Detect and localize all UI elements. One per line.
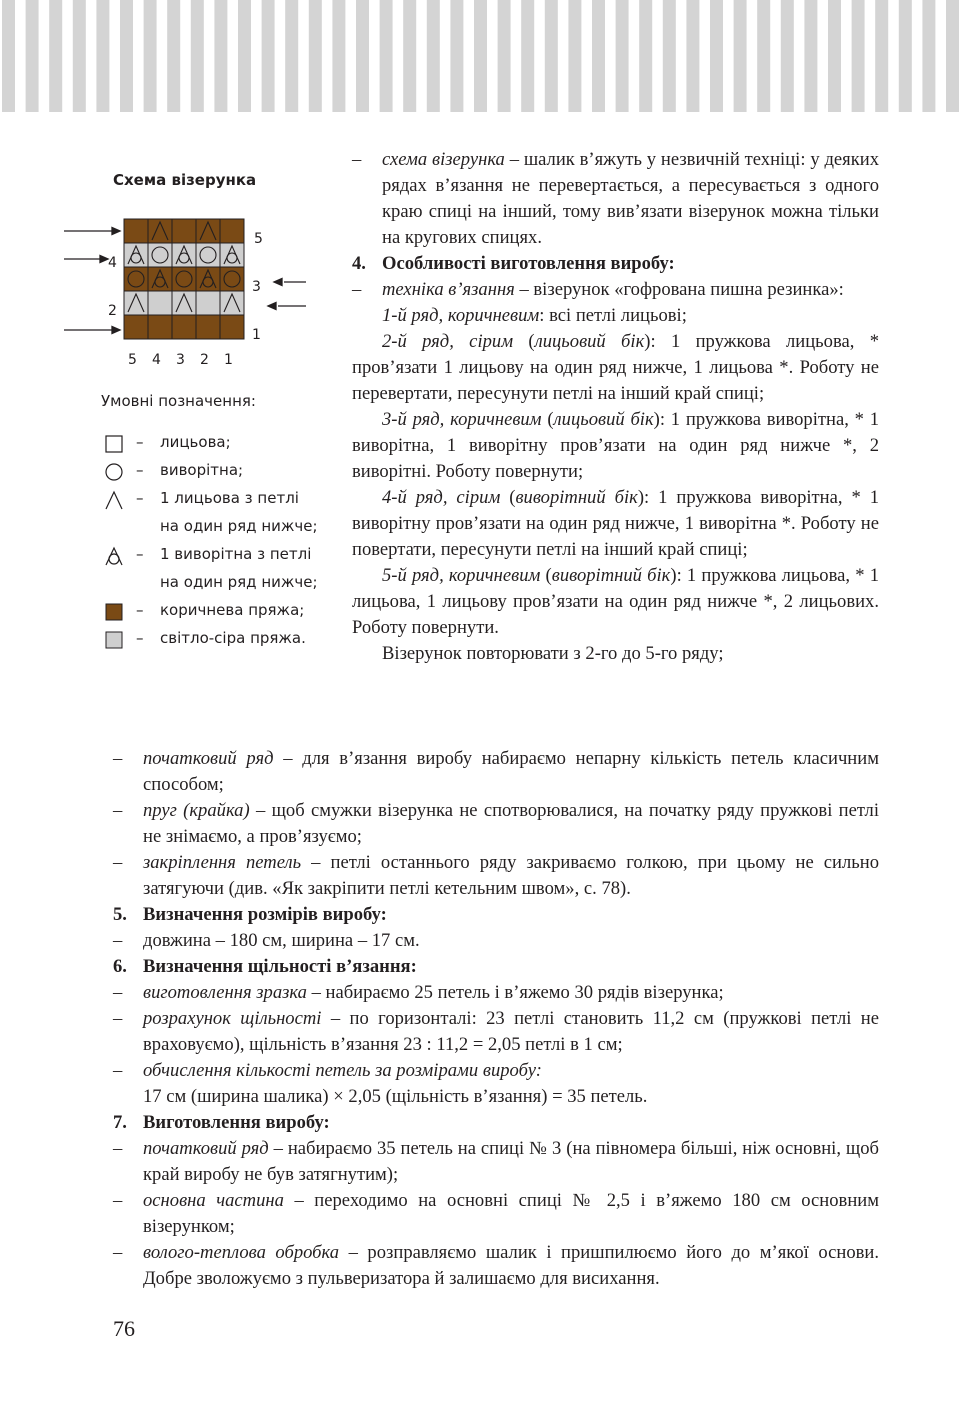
chart-grid — [124, 219, 244, 339]
header-stripe — [191, 0, 204, 112]
circle-icon — [104, 462, 124, 482]
col-label-4: 4 — [152, 352, 161, 368]
header-stripe — [262, 0, 275, 112]
header-stripe — [380, 0, 393, 112]
chart-cell — [196, 315, 220, 339]
chart-cell — [172, 219, 196, 243]
square-icon — [104, 434, 124, 454]
header-stripe — [616, 0, 629, 112]
header-stripe — [875, 0, 888, 112]
list-item: – закріплення петель – петлі останнього ряду закриваємо голкою, при цьому не сильно затягуючи (див. «Як закріпити петлі кетельним швом», с. 78). — [113, 852, 879, 899]
section-7-heading: 7. Виготовлення виробу: — [113, 1112, 330, 1133]
list-item: – початковий ряд – для в’язання виробу набираємо непарну кількість петель класичним способом; — [113, 748, 879, 795]
chart-cell — [124, 219, 148, 243]
chart-cell — [124, 315, 148, 339]
row-label-5: 5 — [254, 231, 263, 247]
header-stripe — [356, 0, 369, 112]
legend-item-knit-below: – 1 лицьова з петлі — [104, 488, 344, 516]
list-item: – основна частина – переходимо на основні спиці № 2,5 і в’яжемо 180 см основним візерунком; — [113, 1190, 879, 1237]
header-stripe — [167, 0, 180, 112]
section-6-heading: 6. Визначення щільності в’язання: — [113, 956, 417, 977]
legend-item-brown: – коричнева пряжа; — [104, 600, 344, 628]
row-5-instruction: 5-й ряд, коричневим (виворітний бік): 1 пружкова лицьова, * 1 лицьова, 1 лицьову пров’язати на один ряд нижче *, 2 лицьових. Роботу повернути. — [352, 565, 880, 638]
legend-item-purl-below: – 1 виворітна з петлі — [104, 544, 344, 572]
header-stripe — [899, 0, 912, 112]
triangle-icon — [104, 490, 124, 510]
brown-swatch-icon — [104, 602, 124, 622]
row-4-instruction: 4-й ряд, сірим (виворітний бік): 1 пружкова виворітна, * 1 виворітну пров’язати на один ряд нижче, 1 виворітна *. Роботу не повертати, пересунути петлі на інший край спиці; — [352, 487, 879, 560]
section-5-heading: 5. Визначення розмірів виробу: — [113, 904, 387, 925]
row-1-instruction: 1-й ряд, коричневим: всі петлі лицьові; — [382, 305, 687, 326]
chart-cell — [196, 291, 220, 315]
header-stripe — [757, 0, 770, 112]
list-item: – розрахунок щільності – по горизонталі: 23 петлі становить 11,2 см (пружкові петлі не враховуємо), щільність в’язання 23 : 11,2 = 2,05 петлі в 1 см; — [113, 1008, 879, 1055]
header-stripe — [214, 0, 227, 112]
legend-item-knit-below-cont: на один ряд нижче; — [160, 517, 318, 535]
header-stripe — [521, 0, 534, 112]
header-stripe — [852, 0, 865, 112]
header-stripe — [686, 0, 699, 112]
header-stripe — [663, 0, 676, 112]
col-label-3: 3 — [176, 352, 185, 368]
section-4-heading: 4. Особливості виготовлення виробу: — [352, 253, 675, 274]
pattern-chart — [58, 210, 318, 370]
arrow-row-2 — [268, 303, 306, 310]
header-stripe — [2, 0, 15, 112]
header-stripe — [828, 0, 841, 112]
gray-swatch-icon — [104, 630, 124, 650]
legend-item-purl-below-cont: на один ряд нижче; — [160, 573, 318, 591]
page-number: 76 — [113, 1316, 135, 1341]
header-stripe — [96, 0, 109, 112]
legend-title: Умовні позначення: — [101, 392, 256, 410]
header-stripe — [545, 0, 558, 112]
header-stripe — [474, 0, 487, 112]
legend-item-gray: – світло-сіра пряжа. — [104, 628, 344, 656]
arrow-row-3 — [274, 279, 306, 286]
header-stripe — [49, 0, 62, 112]
circle-triangle-icon — [104, 546, 124, 566]
chart-cell — [220, 315, 244, 339]
col-label-2: 2 — [200, 352, 209, 368]
row-label-3: 3 — [252, 279, 261, 295]
header-stripe — [639, 0, 652, 112]
col-label-5: 5 — [128, 352, 137, 368]
chart-cell — [148, 291, 172, 315]
header-stripe — [332, 0, 345, 112]
header-stripe — [710, 0, 723, 112]
legend-item-knit: – лицьова; — [104, 432, 344, 460]
scheme-title: Схема візерунка — [113, 171, 257, 189]
chart-cell — [220, 219, 244, 243]
header-stripe — [309, 0, 322, 112]
repeat-note: Візерунок повторювати з 2-го до 5-го ряду; — [382, 643, 724, 664]
sizes-item: – довжина – 180 см, ширина – 17 см. — [113, 930, 420, 951]
chart-cell — [172, 315, 196, 339]
arrow-row-5 — [64, 228, 120, 235]
header-stripe — [26, 0, 39, 112]
list-item: – виготовлення зразка – набираємо 25 петель і в’яжемо 30 рядів візерунка; — [113, 982, 724, 1003]
arrow-row-4 — [64, 256, 108, 263]
chart-cell — [148, 315, 172, 339]
header-stripe — [144, 0, 157, 112]
row-2-instruction: 2-й ряд, сірим (лицьовий бік): 1 пружкова лицьова, * пров’язати 1 лицьову на один ряд нижче, 1 лицьова *. Роботу не перевертати, пересунути петлі на інший край спиці; — [352, 331, 880, 404]
row-3-instruction: 3-й ряд, коричневим (лицьовий бік): 1 пружкова виворітна, * 1 виворітна, 1 виворітну пров’язати на один ряд нижче *, 2 виворітні. Роботу повернути; — [352, 409, 880, 482]
header-stripe — [498, 0, 511, 112]
lower-column — [113, 746, 879, 1292]
legend — [104, 432, 344, 656]
list-item: – пруг (крайка) – щоб смужки візерунка не спотворювалися, на початку ряду пружкові петлі не знімаємо, а пров’язуємо; — [113, 800, 879, 847]
header-stripe — [804, 0, 817, 112]
row-label-1: 1 — [252, 327, 261, 343]
header-stripe — [592, 0, 605, 112]
list-item: – обчислення кількості петель за розмірами виробу: — [113, 1060, 542, 1081]
list-item: – волого-теплова обробка – розправляємо шалик і пришпилюємо його до м’якої основи. Добре зволожуємо з пульверизатора й залишаємо для висихання. — [113, 1242, 879, 1289]
calculation-line: 17 см (ширина шалика) × 2,05 (щільність в’язання) = 35 петель. — [143, 1086, 648, 1107]
header-stripe — [734, 0, 747, 112]
row-label-2: 2 — [108, 303, 117, 319]
technique-item: – техніка в’язання – візерунок «гофрована пишна резинка»: — [352, 279, 844, 300]
arrow-row-1 — [64, 327, 120, 334]
header-stripe — [922, 0, 935, 112]
header-stripe — [568, 0, 581, 112]
header-stripes — [0, 0, 963, 114]
header-stripe — [450, 0, 463, 112]
header-stripe — [427, 0, 440, 112]
header-stripe — [403, 0, 416, 112]
header-stripe — [285, 0, 298, 112]
right-column — [352, 147, 879, 667]
row-label-4: 4 — [108, 255, 117, 271]
scheme-item: – схема візерунка – шалик в’яжуть у незвичній техніці: у деяких рядах в’язання не перевертається, а пересувається з одного краю спиці на інший, тому вив’язати візерунок можна тільки на кругових спицях. — [352, 149, 879, 248]
list-item: – початковий ряд – набираємо 35 петель на спиці № 3 (на півномера більші, ніж основні, щоб край виробу не був затягнутим); — [113, 1138, 879, 1185]
header-stripe — [781, 0, 794, 112]
col-label-1: 1 — [224, 352, 233, 368]
header-stripe — [238, 0, 251, 112]
header-stripe — [120, 0, 133, 112]
header-stripe — [946, 0, 959, 112]
header-stripe — [73, 0, 86, 112]
legend-item-purl: – виворітна; — [104, 460, 344, 488]
